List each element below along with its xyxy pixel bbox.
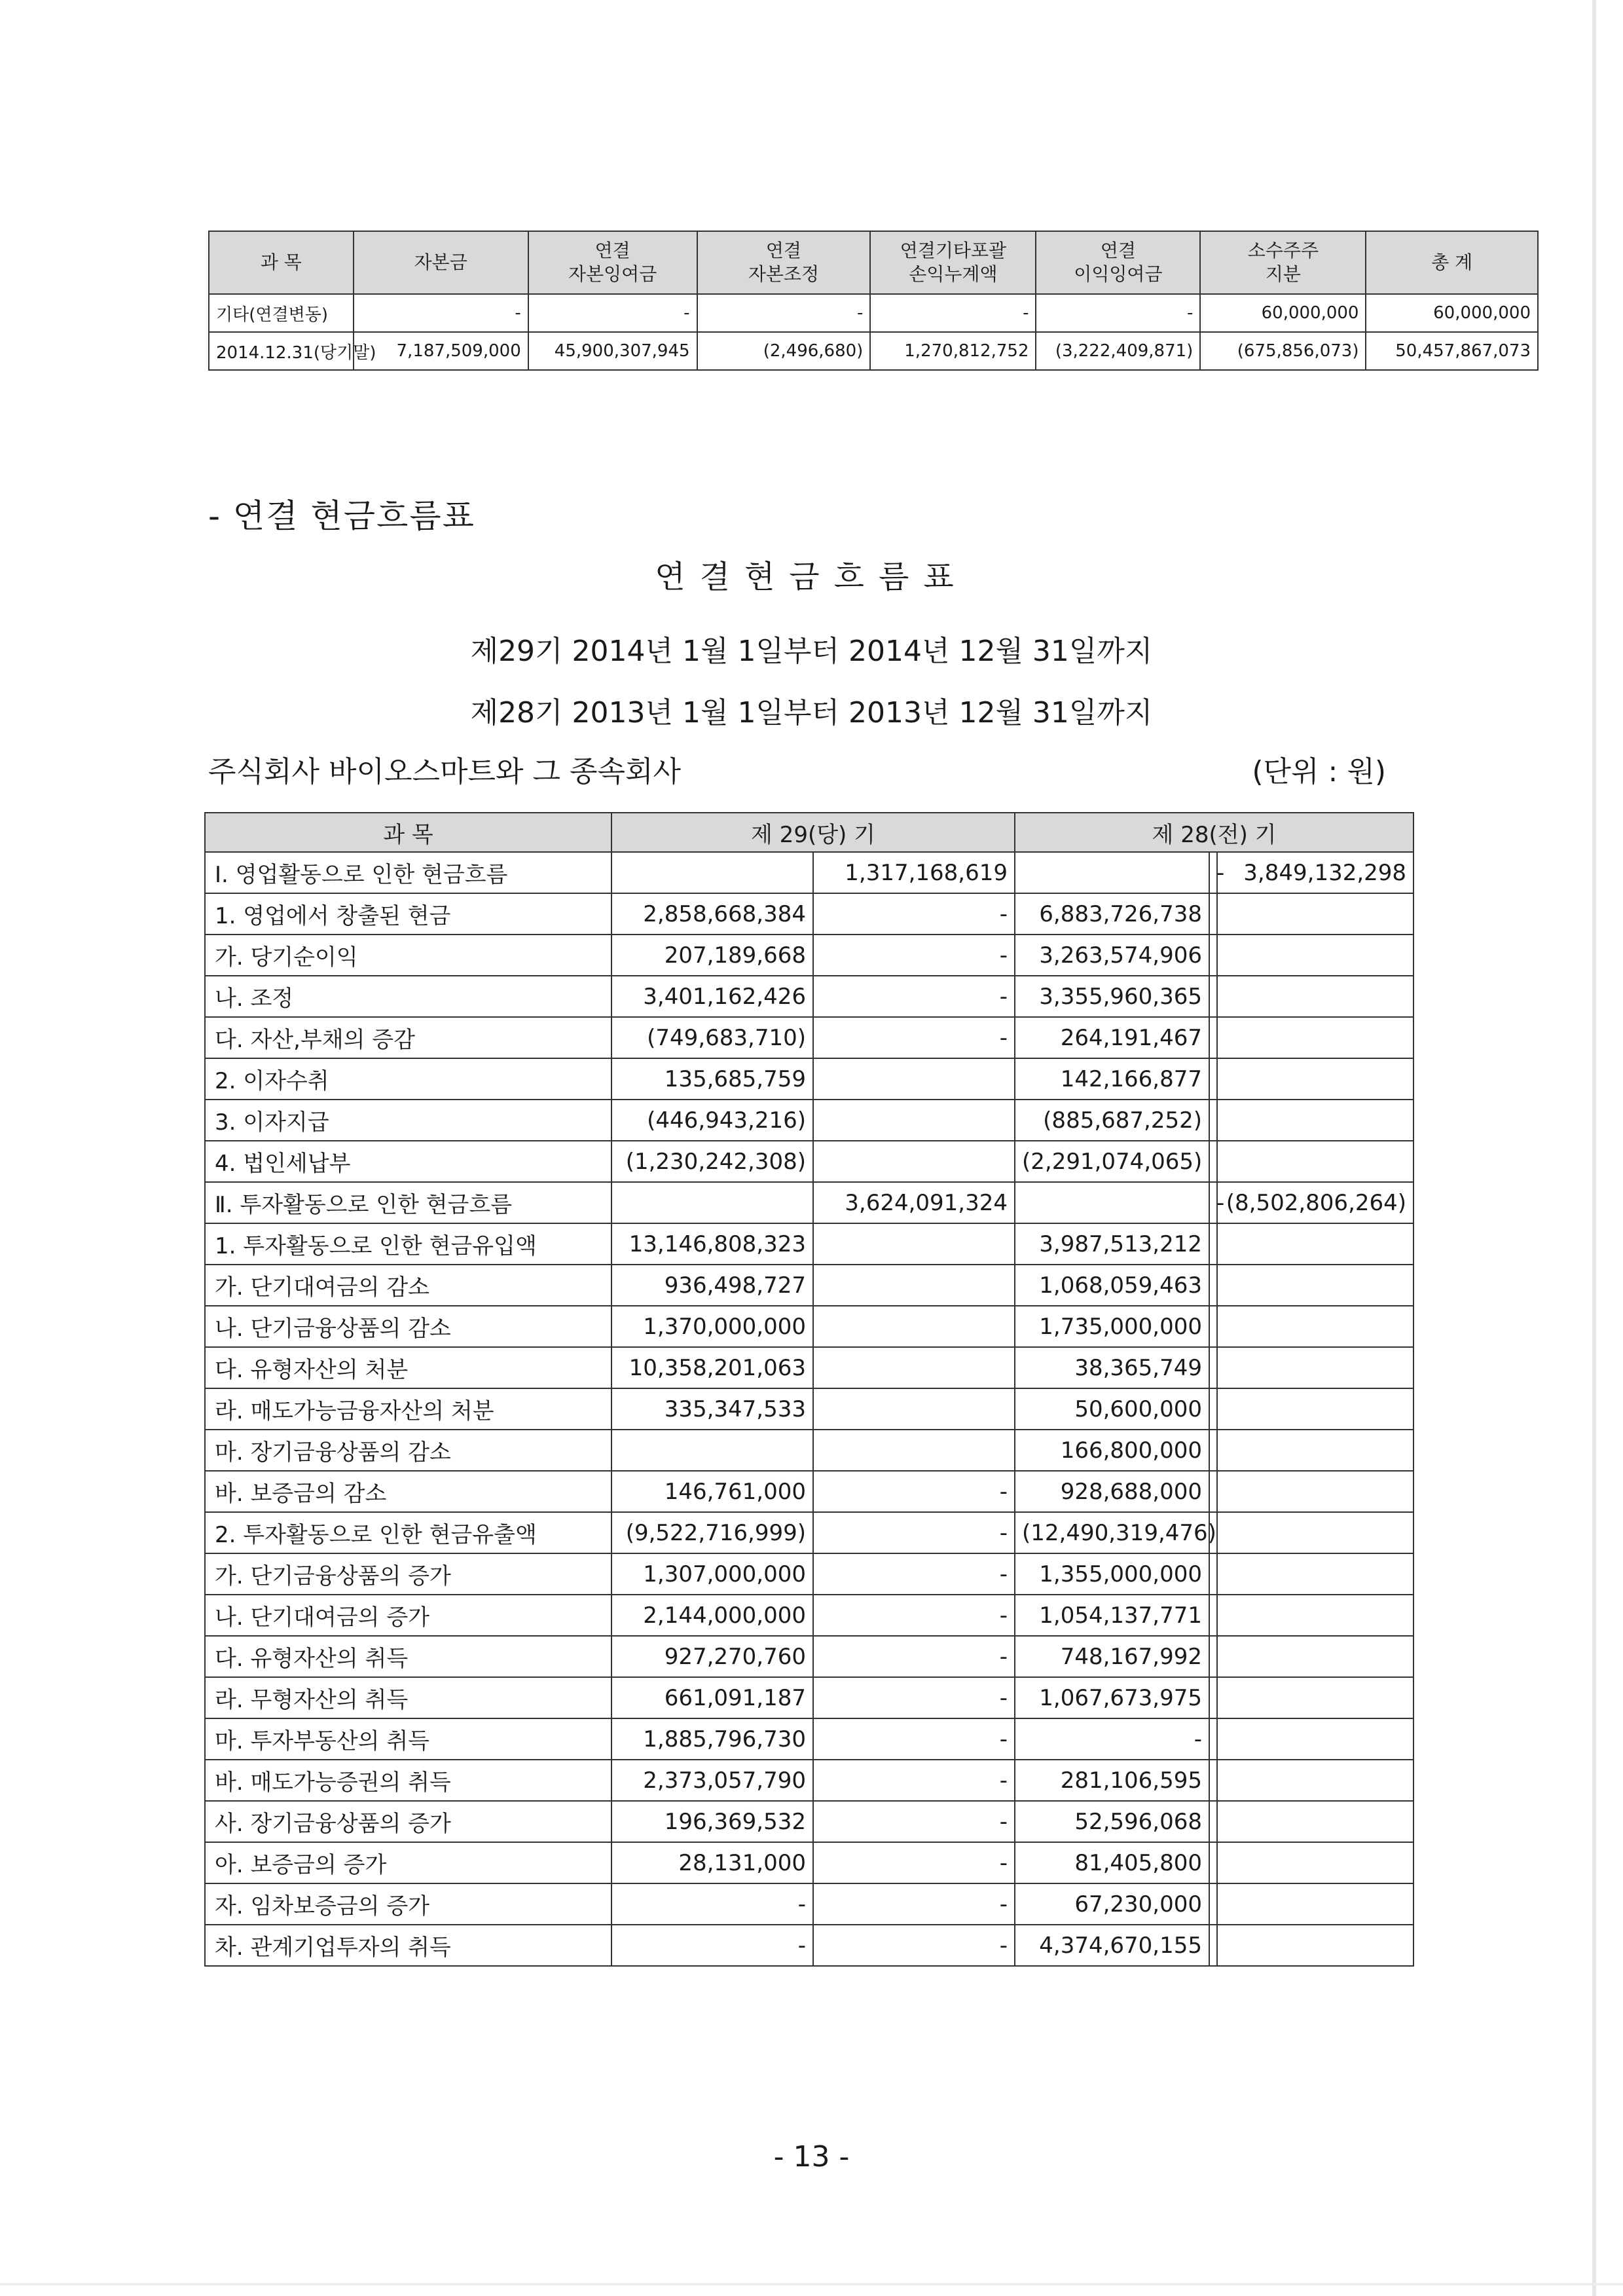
cash-flow-amount: (9,522,716,999) [611, 1512, 813, 1553]
cash-flow-amount: 264,191,467 [1015, 1017, 1209, 1058]
cash-flow-amount: 207,189,668 [611, 935, 813, 976]
cash-flow-item-label: 바. 매도가능증권의 취득 [205, 1760, 611, 1801]
equity-cell: (3,222,409,871) [1036, 332, 1200, 370]
cash-flow-amount: - [813, 1925, 1015, 1966]
cash-flow-amount [813, 1141, 1015, 1182]
cash-flow-amount [1209, 1718, 1217, 1760]
company-name: 주식회사 바이오스마트와 그 종속회사 [208, 755, 682, 788]
currency-unit: (단위 : 원) [1252, 755, 1386, 788]
cash-flow-amount: 928,688,000 [1015, 1471, 1209, 1512]
cash-flow-item-label: 3. 이자지급 [205, 1100, 611, 1141]
cash-flow-amount: 335,347,533 [611, 1388, 813, 1430]
cash-flow-row [205, 1141, 1413, 1182]
cash-flow-amount: 146,761,000 [611, 1471, 813, 1512]
cash-flow-row [205, 976, 1413, 1017]
cash-flow-table-body [205, 852, 1413, 1966]
cash-flow-amount: - [813, 1801, 1015, 1842]
cash-flow-amount [1209, 1430, 1217, 1471]
cash-flow-amount [1217, 1430, 1413, 1471]
cash-flow-amount: 927,270,760 [611, 1636, 813, 1677]
cash-flow-item-label: 바. 보증금의 감소 [205, 1471, 611, 1512]
cash-flow-row [205, 1058, 1413, 1100]
cash-flow-amount [1209, 1306, 1217, 1347]
cash-flow-amount [1217, 935, 1413, 976]
cash-flow-amount: 3,624,091,324 [813, 1182, 1015, 1223]
equity-table-row [209, 332, 1538, 370]
cash-flow-amount: - [813, 1595, 1015, 1636]
equity-cell: - [528, 294, 697, 332]
cash-flow-amount [1209, 1553, 1217, 1595]
page-number: - 13 - [773, 2140, 850, 2174]
cash-flow-amount: - [813, 1677, 1015, 1718]
cash-flow-amount [813, 1100, 1015, 1141]
equity-cell: (675,856,073) [1200, 332, 1366, 370]
cash-flow-table [204, 812, 1414, 1967]
cash-flow-amount [1217, 1223, 1413, 1265]
period-current: 제29기 2014년 1월 1일부터 2014년 12월 31일까지 [470, 635, 1153, 668]
cash-flow-amount [1209, 1223, 1217, 1265]
cash-flow-amount: 1,735,000,000 [1015, 1306, 1209, 1347]
equity-table-row [209, 294, 1538, 332]
cash-flow-amount [1217, 1017, 1413, 1058]
period-prior: 제28기 2013년 1월 1일부터 2013년 12월 31일까지 [470, 696, 1153, 730]
cash-flow-amount: 3,401,162,426 [611, 976, 813, 1017]
cash-flow-row [205, 852, 1413, 893]
cash-flow-amount [813, 1058, 1015, 1100]
cash-flow-amount: 1,370,000,000 [611, 1306, 813, 1347]
cash-flow-amount: - [813, 1471, 1015, 1512]
cash-flow-item-label: Ⅰ. 영업활동으로 인한 현금흐름 [205, 852, 611, 893]
cash-flow-amount [1209, 1677, 1217, 1718]
cash-flow-amount: 3,355,960,365 [1015, 976, 1209, 1017]
cash-flow-amount: 67,230,000 [1015, 1883, 1209, 1925]
equity-header-cell [1200, 231, 1366, 294]
cash-flow-amount [611, 852, 813, 893]
cash-flow-amount: (749,683,710) [611, 1017, 813, 1058]
cash-flow-row [205, 1760, 1413, 1801]
cash-flow-amount: 3,987,513,212 [1015, 1223, 1209, 1265]
equity-header-cell [870, 231, 1036, 294]
cash-flow-row [205, 1100, 1413, 1141]
cash-flow-amount [1217, 976, 1413, 1017]
cash-flow-row [205, 1595, 1413, 1636]
cash-flow-row [205, 1388, 1413, 1430]
equity-header-line2: 지분 [1265, 263, 1301, 285]
header-item: 과 목 [205, 813, 611, 852]
cash-flow-amount: - [813, 1553, 1015, 1595]
equity-cell: 50,457,867,073 [1366, 332, 1538, 370]
cash-flow-row [205, 1842, 1413, 1883]
cash-flow-item-label: 마. 장기금융상품의 감소 [205, 1430, 611, 1471]
cash-flow-amount: 748,167,992 [1015, 1636, 1209, 1677]
equity-cell: 45,900,307,945 [528, 332, 697, 370]
cash-flow-amount: 6,883,726,738 [1015, 893, 1209, 935]
equity-cell: 60,000,000 [1366, 294, 1538, 332]
cash-flow-amount: 1,054,137,771 [1015, 1595, 1209, 1636]
cash-flow-amount [1209, 1100, 1217, 1141]
cash-flow-amount: 28,131,000 [611, 1842, 813, 1883]
cash-flow-amount [1217, 1553, 1413, 1595]
cash-flow-row [205, 1883, 1413, 1925]
equity-header-cell [1036, 231, 1200, 294]
cash-flow-amount [1209, 1017, 1217, 1058]
cash-flow-row [205, 1223, 1413, 1265]
cash-flow-row [205, 1265, 1413, 1306]
section-heading: - 연결 현금흐름표 [208, 497, 475, 535]
cash-flow-amount: 3,849,132,298 [1217, 852, 1413, 893]
cash-flow-item-label: 라. 무형자산의 취득 [205, 1677, 611, 1718]
cash-flow-amount [1217, 1842, 1413, 1883]
cash-flow-amount [1217, 1058, 1413, 1100]
equity-row-label: 기타(연결변동) [209, 294, 354, 332]
cash-flow-amount: 142,166,877 [1015, 1058, 1209, 1100]
cash-flow-amount: 1,885,796,730 [611, 1718, 813, 1760]
cash-flow-amount [1209, 1883, 1217, 1925]
cash-flow-amount: - [813, 1760, 1015, 1801]
cash-flow-amount [1209, 1925, 1217, 1966]
cash-flow-amount: 2,144,000,000 [611, 1595, 813, 1636]
cash-flow-amount: (12,490,319,476) [1015, 1512, 1209, 1553]
cash-flow-amount: (885,687,252) [1015, 1100, 1209, 1141]
cash-flow-amount [1217, 1306, 1413, 1347]
cash-flow-amount: 38,365,749 [1015, 1347, 1209, 1388]
cash-flow-row [205, 1718, 1413, 1760]
cash-flow-amount: 13,146,808,323 [611, 1223, 813, 1265]
cash-flow-amount [1217, 1347, 1413, 1388]
cash-flow-amount [1209, 1801, 1217, 1842]
equity-table-body [209, 294, 1538, 370]
cash-flow-amount: 2,858,668,384 [611, 893, 813, 935]
cash-flow-item-label: 가. 단기금융상품의 증가 [205, 1553, 611, 1595]
equity-header-line1: 연결 [1100, 240, 1136, 261]
cash-flow-item-label: 라. 매도가능금융자산의 처분 [205, 1388, 611, 1430]
cash-flow-item-label: 차. 관계기업투자의 취득 [205, 1925, 611, 1966]
cash-flow-amount: 81,405,800 [1015, 1842, 1209, 1883]
equity-header-line1: 소수주주 [1247, 240, 1319, 261]
equity-header-cell [209, 231, 354, 294]
equity-header-line1: 연결 [594, 240, 630, 261]
cash-flow-item-label: 1. 투자활동으로 인한 현금유입액 [205, 1223, 611, 1265]
cash-flow-amount [1015, 1182, 1209, 1223]
cash-flow-amount: 135,685,759 [611, 1058, 813, 1100]
cash-flow-amount [813, 1223, 1015, 1265]
cash-flow-amount [1217, 1925, 1413, 1966]
cash-flow-amount: - [813, 1636, 1015, 1677]
cash-flow-amount [813, 1306, 1015, 1347]
cash-flow-item-label: 4. 법인세납부 [205, 1141, 611, 1182]
cash-flow-amount [1217, 1718, 1413, 1760]
cash-flow-amount [1209, 1595, 1217, 1636]
cash-flow-amount [611, 1182, 813, 1223]
cash-flow-amount [1217, 1636, 1413, 1677]
cash-flow-amount: (8,502,806,264) [1217, 1182, 1413, 1223]
equity-header-line1: 자본금 [414, 251, 467, 273]
cash-flow-amount [1217, 1801, 1413, 1842]
cash-flow-row [205, 1347, 1413, 1388]
equity-cell: - [354, 294, 528, 332]
equity-header-row [209, 231, 1538, 294]
equity-cell: 1,270,812,752 [870, 332, 1036, 370]
cash-flow-row [205, 1306, 1413, 1347]
cash-flow-item-label: Ⅱ. 투자활동으로 인한 현금흐름 [205, 1182, 611, 1223]
equity-cell: 7,187,509,000 [354, 332, 528, 370]
cash-flow-amount [1217, 893, 1413, 935]
cash-flow-item-label: 2. 이자수취 [205, 1058, 611, 1100]
cash-flow-amount [1217, 1760, 1413, 1801]
cash-flow-row [205, 1636, 1413, 1677]
cash-flow-amount: 3,263,574,906 [1015, 935, 1209, 976]
cash-flow-item-label: 나. 단기대여금의 증가 [205, 1595, 611, 1636]
cash-flow-amount [1217, 1265, 1413, 1306]
cash-flow-amount [1209, 1347, 1217, 1388]
cash-flow-amount: 50,600,000 [1015, 1388, 1209, 1430]
cash-flow-amount [813, 1347, 1015, 1388]
cash-flow-amount: - [813, 1017, 1015, 1058]
cash-flow-amount [1217, 1883, 1413, 1925]
cash-flow-amount: - [813, 976, 1015, 1017]
cash-flow-row [205, 1801, 1413, 1842]
equity-cell: - [1036, 294, 1200, 332]
cash-flow-amount: - [611, 1883, 813, 1925]
equity-header-cell [354, 231, 528, 294]
cash-flow-amount: - [611, 1925, 813, 1966]
cash-flow-row [205, 935, 1413, 976]
cash-flow-amount [1217, 1388, 1413, 1430]
cash-flow-row [205, 1182, 1413, 1223]
cash-flow-item-label: 나. 조정 [205, 976, 611, 1017]
cash-flow-amount [1217, 1595, 1413, 1636]
cash-flow-amount [1217, 1141, 1413, 1182]
cash-flow-row [205, 1430, 1413, 1471]
cash-flow-amount: - [1209, 1182, 1217, 1223]
cash-flow-header-row [205, 813, 1413, 852]
cash-flow-amount: - [813, 1718, 1015, 1760]
equity-header-line2: 자본조정 [748, 263, 820, 285]
cash-flow-item-label: 2. 투자활동으로 인한 현금유출액 [205, 1512, 611, 1553]
header-prior-period: 제 28(전) 기 [1015, 813, 1413, 852]
cash-flow-amount [1209, 1141, 1217, 1182]
equity-header-line2: 이익잉여금 [1074, 263, 1163, 285]
cash-flow-item-label: 사. 장기금융상품의 증가 [205, 1801, 611, 1842]
cash-flow-amount: (2,291,074,065) [1015, 1141, 1209, 1182]
scan-bottom-shadow [0, 2283, 1623, 2286]
cash-flow-amount [1015, 852, 1209, 893]
cash-flow-amount [1209, 1842, 1217, 1883]
header-current-period: 제 29(당) 기 [611, 813, 1015, 852]
cash-flow-row [205, 1512, 1413, 1553]
cash-flow-amount [813, 1388, 1015, 1430]
statement-title: 연결현금흐름표 [655, 559, 968, 595]
cash-flow-amount: 1,307,000,000 [611, 1553, 813, 1595]
cash-flow-amount: (1,230,242,308) [611, 1141, 813, 1182]
equity-row-label: 2014.12.31(당기말) [209, 332, 354, 370]
cash-flow-amount [1209, 1388, 1217, 1430]
cash-flow-row [205, 1925, 1413, 1966]
cash-flow-amount: - [813, 1512, 1015, 1553]
equity-cell: - [870, 294, 1036, 332]
cash-flow-item-label: 가. 당기순이익 [205, 935, 611, 976]
cash-flow-amount: 936,498,727 [611, 1265, 813, 1306]
cash-flow-amount [813, 1430, 1015, 1471]
cash-flow-row [205, 1017, 1413, 1058]
cash-flow-amount [813, 1265, 1015, 1306]
equity-header-line2: 손익누계액 [909, 263, 998, 285]
cash-flow-amount: 1,067,673,975 [1015, 1677, 1209, 1718]
cash-flow-amount [1217, 1471, 1413, 1512]
cash-flow-amount: 166,800,000 [1015, 1430, 1209, 1471]
cash-flow-amount [1209, 1760, 1217, 1801]
cash-flow-amount [1209, 1058, 1217, 1100]
cash-flow-amount: (446,943,216) [611, 1100, 813, 1141]
cash-flow-row [205, 1553, 1413, 1595]
cash-flow-amount [1209, 935, 1217, 976]
cash-flow-item-label: 다. 자산,부채의 증감 [205, 1017, 611, 1058]
cash-flow-amount [1209, 893, 1217, 935]
cash-flow-item-label: 마. 투자부동산의 취득 [205, 1718, 611, 1760]
cash-flow-amount [611, 1430, 813, 1471]
cash-flow-amount: - [813, 1842, 1015, 1883]
cash-flow-amount [1209, 1636, 1217, 1677]
cash-flow-amount [1217, 1512, 1413, 1553]
cash-flow-amount: 1,317,168,619 [813, 852, 1015, 893]
equity-cell: - [697, 294, 871, 332]
cash-flow-amount [1209, 1265, 1217, 1306]
equity-header-cell [1366, 231, 1538, 294]
cash-flow-row [205, 893, 1413, 935]
cash-flow-item-label: 아. 보증금의 증가 [205, 1842, 611, 1883]
cash-flow-amount: - [813, 935, 1015, 976]
cash-flow-amount: 1,355,000,000 [1015, 1553, 1209, 1595]
cash-flow-row [205, 1677, 1413, 1718]
cash-flow-amount: 1,068,059,463 [1015, 1265, 1209, 1306]
equity-header-line1: 연결 [765, 240, 801, 261]
cash-flow-amount: 52,596,068 [1015, 1801, 1209, 1842]
scan-edge-shadow [1592, 0, 1596, 2296]
cash-flow-amount: 10,358,201,063 [611, 1347, 813, 1388]
equity-header-line1: 과 목 [260, 251, 302, 273]
equity-cell: (2,496,680) [697, 332, 871, 370]
cash-flow-item-label: 나. 단기금융상품의 감소 [205, 1306, 611, 1347]
cash-flow-item-label: 가. 단기대여금의 감소 [205, 1265, 611, 1306]
equity-changes-table [208, 231, 1539, 371]
equity-header-cell [528, 231, 697, 294]
equity-header-line2: 자본잉여금 [568, 263, 657, 285]
cash-flow-item-label: 다. 유형자산의 처분 [205, 1347, 611, 1388]
cash-flow-amount [1209, 1471, 1217, 1512]
cash-flow-amount: 4,374,670,155 [1015, 1925, 1209, 1966]
cash-flow-amount: 196,369,532 [611, 1801, 813, 1842]
cash-flow-item-label: 다. 유형자산의 취득 [205, 1636, 611, 1677]
cash-flow-amount: 661,091,187 [611, 1677, 813, 1718]
cash-flow-amount [1217, 1677, 1413, 1718]
cash-flow-amount: - [813, 893, 1015, 935]
equity-header-cell [697, 231, 871, 294]
cash-flow-item-label: 자. 임차보증금의 증가 [205, 1883, 611, 1925]
equity-header-line1: 총 계 [1431, 251, 1473, 273]
cash-flow-amount: 2,373,057,790 [611, 1760, 813, 1801]
cash-flow-amount: - [1015, 1718, 1209, 1760]
cash-flow-amount [1217, 1100, 1413, 1141]
cash-flow-amount: 281,106,595 [1015, 1760, 1209, 1801]
cash-flow-amount: - [1209, 852, 1217, 893]
equity-cell: 60,000,000 [1200, 294, 1366, 332]
cash-flow-amount [1209, 976, 1217, 1017]
cash-flow-amount: - [813, 1883, 1015, 1925]
cash-flow-row [205, 1471, 1413, 1512]
cash-flow-item-label: 1. 영업에서 창출된 현금 [205, 893, 611, 935]
equity-header-line1: 연결기타포괄 [900, 240, 1007, 261]
